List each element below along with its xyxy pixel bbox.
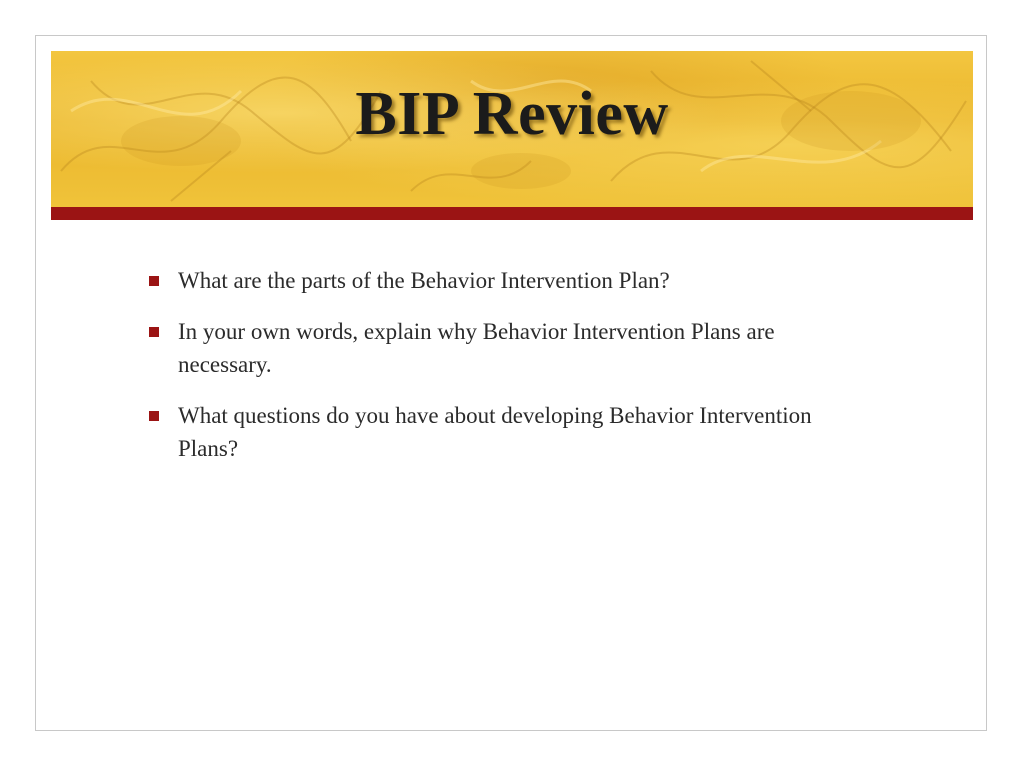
bullet-text: In your own words, explain why Behavior Intervention Plans are necessary. [178,319,775,377]
bullet-text: What are the parts of the Behavior Intervention Plan? [178,268,670,293]
slide [35,35,987,731]
title-divider [51,207,973,220]
square-bullet-icon [149,411,159,421]
square-bullet-icon [149,327,159,337]
title-banner [51,51,973,207]
bullet-list [146,264,866,483]
slide-title: BIP Review [355,80,669,148]
bullet-item [146,264,866,297]
bullet-text: What questions do you have about developing Behavior Intervention Plans? [178,403,812,461]
bullet-item [146,315,866,381]
bullet-item [146,399,866,465]
square-bullet-icon [149,276,159,286]
